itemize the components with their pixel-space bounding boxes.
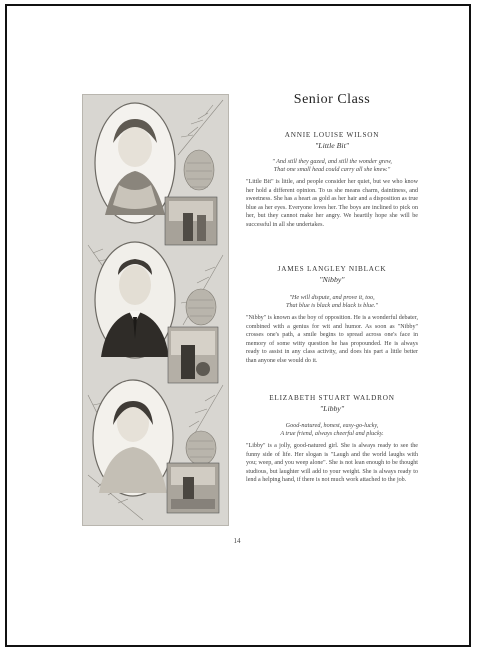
student-bio: "Nibby" is known as the boy of opposition. He is a wonderful debater, combined with a genius for wit and humor. As soon as "Nibby" crosses one's path, a smile begins to spread across one's face in memory of some witty question he has propounded. He is always ready to assist in any class activity, and does his part a little better than anyone else would do it. <box>246 315 418 364</box>
student-nickname: "Little Bit" <box>314 141 350 150</box>
section-title: Senior Class <box>293 92 371 107</box>
student-name: ELIZABETH STUART WALDRON <box>269 394 395 402</box>
student-nickname: "Nibby" <box>319 275 345 284</box>
student-nickname: "Libby" <box>319 404 345 413</box>
student-quote-line: A true friend, always cheerful and plucky. <box>280 430 384 437</box>
student-quote-line: "He will dispute, and prove it, too, <box>289 294 375 301</box>
photo-collage <box>83 95 228 525</box>
student-bio: "Libby" is a jolly, good-natured girl. She is always ready to see the funny side of life. Her slogan is "Laugh and the world laughs with you; weep, and you weep alone". She is not lean enough to be thought studious, but laughter will add to your weight. She is always ready to lend a helping hand, if there is not much work attached to the job. <box>246 443 418 484</box>
student-name: JAMES LANGLEY NIBLACK <box>277 265 387 273</box>
student-quote-line: " And still they gazed, and still the wonder grew, <box>272 158 392 165</box>
student-quote-line: That blue is black and black is blue." <box>286 302 378 309</box>
snapshot-waldron <box>167 463 219 513</box>
student-name: ANNIE LOUISE WILSON <box>284 131 380 139</box>
photo-panel <box>82 94 229 526</box>
student-quote-line: That one small head could carry all she knew." <box>273 166 391 173</box>
snapshot-wilson <box>165 197 217 245</box>
student-entry-waldron <box>246 394 418 485</box>
page-number: 14 <box>233 537 241 545</box>
portrait-niblack <box>95 242 175 358</box>
student-entry-wilson <box>246 131 418 230</box>
snapshot-niblack <box>168 327 218 383</box>
student-bio: "Little Bit" is little, and people consider her quiet, but we who know her hold a different opinion. To us she means charm, daintiness, and sweetness. She has a heart as gold as her hair and a disposition as true blue as her eyes. Everyone loves her. The boys are inclined to pick on her, but they cannot make her angry. We heartily hope she will be successful in all she undertakes. <box>246 179 418 228</box>
student-entry-niblack <box>246 265 418 366</box>
portrait-waldron <box>93 380 173 496</box>
portrait-wilson <box>95 103 175 223</box>
student-quote-line: Good-natured, honest, easy-go-lucky, <box>285 422 379 429</box>
